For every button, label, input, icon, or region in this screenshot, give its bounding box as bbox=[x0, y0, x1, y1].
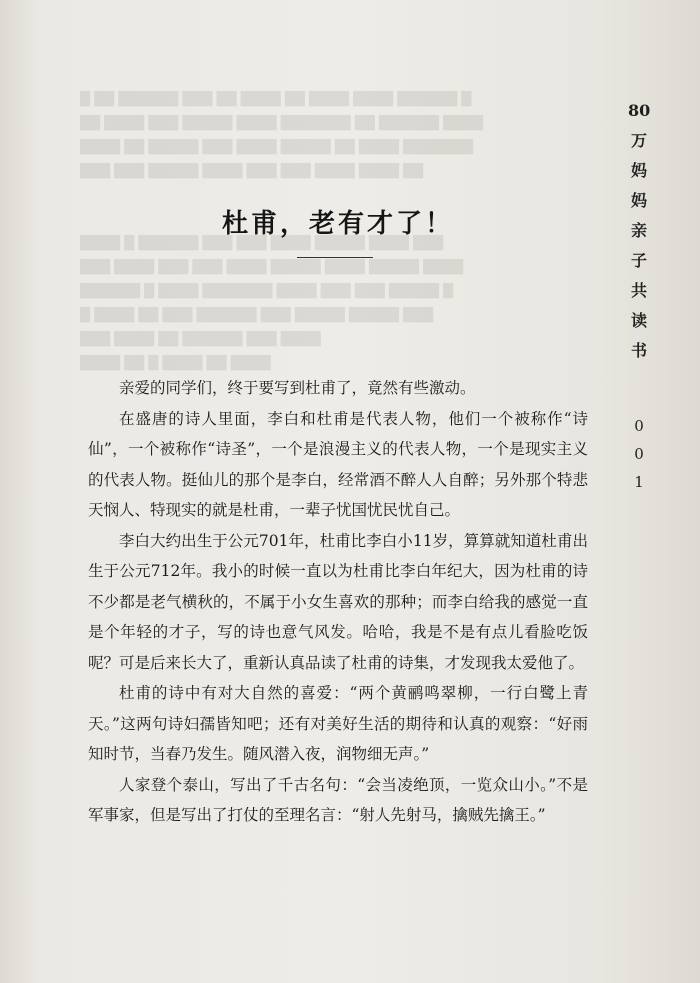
running-title-char: 共 bbox=[630, 281, 647, 300]
page-number bbox=[628, 412, 650, 496]
page-number-digit: 0 bbox=[634, 445, 644, 463]
running-title-char: 子 bbox=[630, 251, 647, 270]
show-through-text: █ ██ ██████ ███ ██ ████ ██ ████ ████ ██████ █ ██ ████ ███ █████ ████ ███████ ██ ██████ ████ ████ ██ █████ ███ ████ █████ ██ ████ ███████ ███ ███ █████ ████ ███ ███ ████ ████ ██ ████ █ ██████ ███ ███ ████ █████ ████ ███ ███ ████ ███ ███ ████ █████ ████ █████ ████ ██████ █ ████ ███████ ████ ███ ███ █████ █ █ ████ ██ ███ ██████ ███ █████ █████ ███ ███ ████ ██ ██████ ███ ████ ████ ██ █ ████ ██ ████ bbox=[80, 92, 483, 371]
paragraph: 人家登个泰山，写出了千古名句：“会当凌绝顶，一览众山小。”不是军事家，但是写出了打仗的至理名言：“射人先射马，擒贼先擒王。” bbox=[88, 775, 588, 824]
paragraph: 杜甫的诗中有对大自然的喜爱：“两个黄鹂鸣翠柳，一行白鹭上青天。”这两句诗妇孺皆知吧；还有对美好生活的期待和认真的观察：“好雨知时节，当春乃发生。随风潜入夜，润物细无声。” bbox=[88, 684, 588, 763]
paragraph: 李白大约出生于公元701年，杜甫比李白小11岁，算算就知道杜甫出生于公元712年。我小的时候一直以为杜甫比李白年纪大，因为杜甫的诗不少都是老气横秋的，不属于小女生喜欢的那种；而李白给我的感觉一直是个年轻的才子，写的诗也意气风发。哈哈，我是不是有点儿看脸吃饭呢？可是后来长大了，重新认真品读了杜甫的诗集，才发现我太爱他了。 bbox=[88, 531, 588, 672]
paragraph: 亲爱的同学们，终于要写到杜甫了，竟然有些激动。 bbox=[119, 379, 476, 397]
title-divider bbox=[297, 257, 373, 258]
chapter-title: 杜甫，老有才了！ bbox=[221, 209, 454, 240]
running-title-char: 书 bbox=[630, 341, 647, 360]
page-number-digit: 0 bbox=[634, 417, 644, 435]
running-title-vertical bbox=[628, 96, 650, 366]
running-title-char: 妈 bbox=[630, 191, 647, 210]
chapter-body bbox=[88, 373, 588, 831]
running-title-char: 80 bbox=[628, 101, 651, 120]
running-title-char: 妈 bbox=[630, 161, 647, 180]
page-number-digit: 1 bbox=[634, 473, 644, 491]
running-title-char: 读 bbox=[630, 311, 647, 330]
running-title-char: 万 bbox=[630, 131, 647, 150]
paragraph: 在盛唐的诗人里面，李白和杜甫是代表人物，他们一个被称作“诗仙”，一个被称作“诗圣”，一个是浪漫主义的代表人物，一个是现实主义的代表人物。挺仙儿的那个是李白，经常酒不醉人人自醉；另外那个特悲天悯人、特现实的就是杜甫，一辈子忧国忧民忧自己。 bbox=[88, 409, 588, 519]
running-title-char: 亲 bbox=[630, 221, 647, 240]
